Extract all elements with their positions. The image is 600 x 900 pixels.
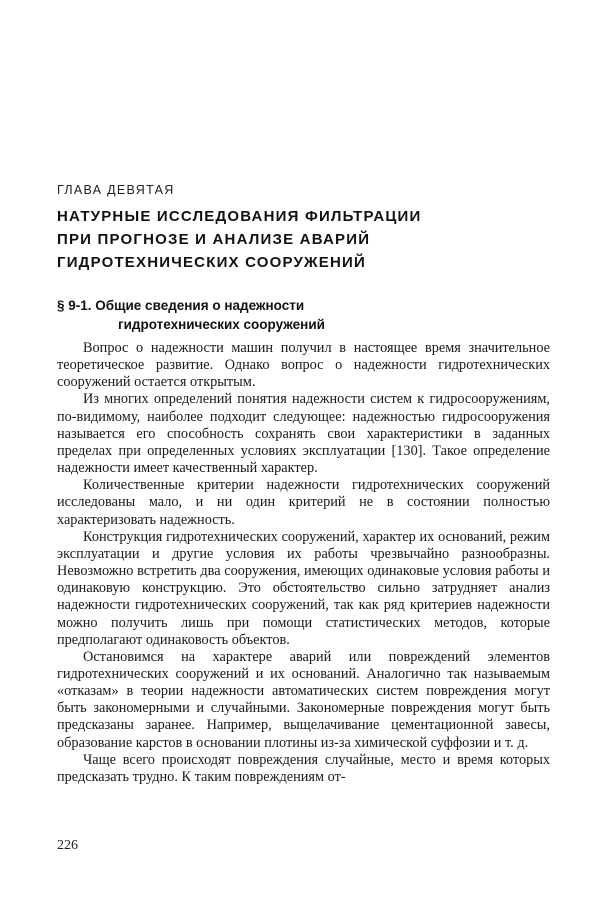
paragraph: Остановимся на характере аварий или повреждений элементов гидротехнических сооружений и их оснований. Аналогично так называемым «отказам» в теории надежности автоматических систем повреждения могут быть закономерными и случайными. Закономерные повреждения могут быть предсказаны заранее. Например, выщелачивание цементационной завесы, образование карстов в основании плотины из-за химической суффозии и т. д. — [57, 648, 550, 751]
chapter-title-line: НАТУРНЫЕ ИССЛЕДОВАНИЯ ФИЛЬТРАЦИИ — [57, 208, 422, 225]
body-text — [57, 340, 550, 786]
chapter-title-line: ПРИ ПРОГНОЗЕ И АНАЛИЗЕ АВАРИЙ — [57, 231, 371, 248]
paragraph: Количественные критерии надежности гидротехнических сооружений исследованы мало, и ни один критерий не в состоянии полностью характеризовать надежность. — [57, 477, 550, 528]
paragraph: Вопрос о надежности машин получил в настоящее время значительное теоретическое развитие. Однако вопрос о надежности гидротехнических сооружений остается открытым. — [57, 340, 550, 391]
section-title-line: § 9-1. Общие сведения о надежности — [57, 298, 305, 313]
paragraph: Конструкция гидротехнических сооружений, характер их оснований, режим эксплуатации и другие условия их работы чрезвычайно разнообразны. Невозможно встретить два сооружения, имеющих одинаковые условия работы и одинаковую конструкцию. Это обстоятельство сильно затрудняет анализ надежности гидротехнических сооружений, так как ряд критериев надежности можно получить лишь при помощи статистических методов, которые предполагают одинаковость объектов. — [57, 528, 550, 648]
paragraph: Чаще всего происходят повреждения случайные, место и время которых предсказать трудно. К таким повреждениям от- — [57, 751, 550, 785]
section-title-line: гидротехнических сооружений — [118, 317, 325, 332]
chapter-label: ГЛАВА ДЕВЯТАЯ — [57, 183, 175, 197]
paragraph: Из многих определений понятия надежности систем к гидросооружениям, по-видимому, наиболее подходит следующее: надежностью гидросооружения называется его способность сохранять свои характеристики в заданных пределах при определенных условиях эксплуатации [130]. Такое определение надежности имеет качественный характер. — [57, 391, 550, 477]
chapter-title-line: ГИДРОТЕХНИЧЕСКИХ СООРУЖЕНИЙ — [57, 254, 367, 271]
section-title — [57, 296, 325, 334]
chapter-title — [57, 205, 422, 274]
page-number: 226 — [57, 838, 78, 853]
